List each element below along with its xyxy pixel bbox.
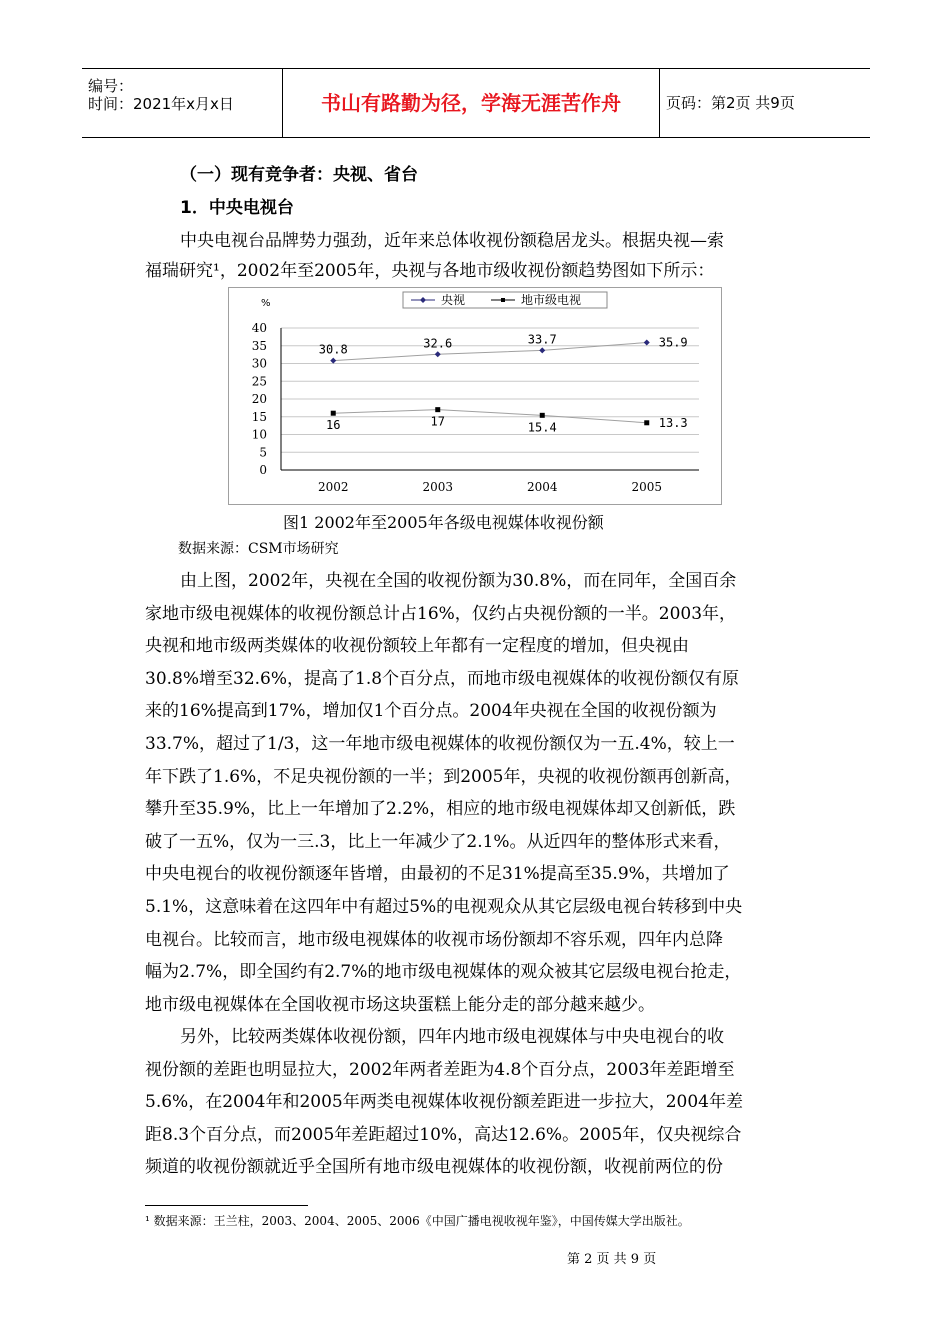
paragraph-1-line-6: 33.7%，超过了1/3，这一年地市级电视媒体的收视份额仅为一五.4%，较上一 [145,734,735,754]
data-label: 35.9 [658,335,688,350]
intro-line-2: 福瑞研究¹，2002年至2005年，央视与各地市级收视份额趋势图如下所示： [145,261,715,281]
paragraph-2-line-5: 频道的收视份额就近乎全国所有地市级电视媒体的收视份额，收视前两位的份 [145,1157,723,1178]
paragraph-1-line-11: 5.1%，这意味着在这四年中有超过5%的电视观众从其它层级电视台转移到中央 [145,897,743,917]
paragraph-1-line-5: 来的16%提高到17%，增加仅1个百分点。2004年央视在全国的收视份额为 [145,701,717,722]
y-tick-label: 40 [251,321,267,335]
page-footer: 第 2 页 共 9 页 [567,1252,657,1267]
y-tick-label: 20 [251,392,267,406]
paragraph-1-line-13: 幅为2.7%，即全国约有2.7%的地市级电视媒体的观众被其它层级电视台抢走， [145,962,742,983]
paragraph-1-line-4: 30.8%增至32.6%，提高了1.8个百分点，而地市级电视媒体的收视份额仅有原 [145,668,740,689]
section-heading: （一）现有竞争者：央视、省台 [180,165,418,185]
paragraph-2-line-4: 距8.3个百分点，而2005年差距超过10%，高达12.6%。2005年，仅央视综合 [145,1124,742,1145]
x-tick-label: 2003 [422,480,454,494]
paragraph-2-line-1: 另外，比较两类媒体收视份额，四年内地市级电视媒体与中央电视台的收 [180,1027,724,1047]
paragraph-1-line-10: 中央电视台的收视份额逐年皆增，由最初的不足31%提高至35.9%，共增加了 [145,864,730,885]
data-point-local [435,407,440,412]
intro-line-1: 中央电视台品牌势力强劲，近年来总体收视份额稳居龙头。根据央视—索 [180,231,724,251]
page-header [82,68,870,138]
paragraph-2-line-3: 5.6%，在2004年和2005年两类电视媒体收视份额差距进一步拉大，2004年差 [145,1092,743,1113]
paragraph-2-line-2: 视份额的差距也明显拉大，2002年两者差距为4.8个百分点，2003年差距增至 [145,1059,735,1080]
paragraph-1-line-2: 家地市级电视媒体的收视份额总计占16%，仅约占央视份额的一半。2003年， [145,603,737,624]
paragraph-1-line-3: 央视和地市级两类媒体的收视份额较上年都有一定程度的增加，但央视由 [145,636,689,657]
y-tick-label: 10 [251,427,267,442]
paragraph-1-line-12: 电视台。比较而言，地市级电视媒体的收视市场份额却不容乐观，四年内总降 [145,929,723,950]
figure-caption: 图1 2002年至2005年各级电视媒体收视份额 [283,513,604,532]
data-point-local [644,420,649,425]
data-label: 17 [430,414,445,429]
trend-chart [228,287,722,505]
x-tick-label: 2004 [526,480,558,494]
data-label: 13.3 [658,415,688,430]
paragraph-1-line-9: 破了一五%，仅为一三.3，比上一年减少了2.1%。从近四年的整体形式来看， [145,831,731,852]
section-subheading: 1．中央电视台 [180,198,294,218]
trend-chart-svg [229,288,721,504]
x-tick-label: 2002 [317,480,349,494]
data-point-cctv [435,351,441,357]
code-label: 编号： [88,77,134,95]
header-page-label: 页码：第2页 共9页 [666,94,795,112]
footnote: ¹ 数据来源：王兰柱，2003、2004、2005、2006《中国广播电视收视年鉴》，中国传媒大学出版社。 [145,1214,690,1228]
data-label: 30.8 [318,342,348,357]
y-tick-label: 5 [259,445,267,460]
data-point-local [540,413,545,418]
header-motto: 书山有路勤为径，学海无涯苦作舟 [283,69,660,137]
legend-label-1: 地市级电视 [521,293,582,307]
y-tick-label: 30 [251,356,267,371]
data-label: 32.6 [423,336,453,351]
data-label: 15.4 [527,420,557,435]
series-line-1 [333,410,647,423]
y-tick-label: 0 [259,463,267,477]
legend-label-0: 央视 [441,293,466,307]
paragraph-1-line-8: 攀升至35.9%，比上一年增加了2.2%，相应的地市级电视媒体却又创新低，跌 [145,799,736,820]
data-label: 16 [326,418,341,433]
data-point-cctv [330,358,336,364]
y-unit-symbol: % [261,298,271,309]
y-tick-label: 15 [251,409,267,424]
data-point-cctv [644,340,650,346]
y-tick-label: 35 [251,338,267,353]
x-tick-label: 2005 [631,480,663,494]
data-point-cctv [539,347,545,353]
y-tick-label: 25 [251,374,267,389]
date-label: 时间：2021年x月x日 [88,95,234,113]
data-point-local [331,411,336,416]
footnote-rule [145,1205,308,1206]
header-meta [82,69,283,137]
paragraph-1-line-14: 地市级电视媒体在全国收视市场这块蛋糕上能分走的部分越来越少。 [145,994,655,1015]
figure-source: 数据来源：CSM市场研究 [178,541,339,557]
paragraph-1-line-7: 年下跌了1.6%，不足央视份额的一半；到2005年，央视的收视份额再创新高， [145,766,742,787]
data-label: 33.7 [527,332,557,347]
legend-marker-square [501,298,505,302]
paragraph-1-line-1: 由上图，2002年，央视在全国的收视份额为30.8%，而在同年，全国百余 [180,571,737,591]
